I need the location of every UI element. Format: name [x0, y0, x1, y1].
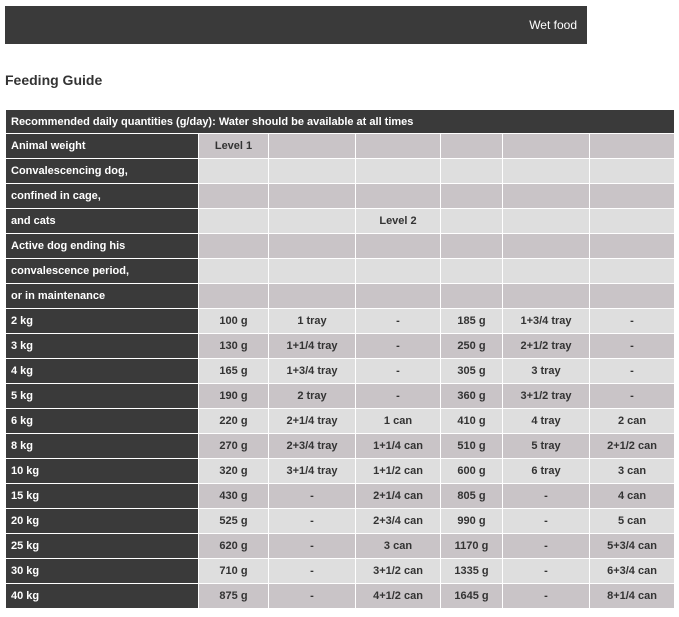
table-cell: 190 g — [199, 384, 269, 409]
top-nav-bar — [5, 6, 587, 44]
table-cell: - — [269, 509, 356, 534]
table-cell — [441, 259, 503, 284]
table-row — [6, 409, 675, 434]
row-label: Convalescencing dog, — [6, 159, 199, 184]
table-cell — [356, 234, 441, 259]
table-cell: 805 g — [441, 484, 503, 509]
row-label: 3 kg — [6, 334, 199, 359]
table-cell — [199, 284, 269, 309]
table-cell: 220 g — [199, 409, 269, 434]
table-cell: 510 g — [441, 434, 503, 459]
table-cell — [590, 209, 675, 234]
row-label: and cats — [6, 209, 199, 234]
table-cell: - — [503, 509, 590, 534]
table-cell: - — [269, 484, 356, 509]
table-cell — [199, 184, 269, 209]
table-cell — [590, 184, 675, 209]
row-label: 10 kg — [6, 459, 199, 484]
row-label: 2 kg — [6, 309, 199, 334]
table-cell: 1+1/4 tray — [269, 334, 356, 359]
table-cell — [503, 259, 590, 284]
table-cell: 3+1/4 tray — [269, 459, 356, 484]
table-cell: 2+1/4 tray — [269, 409, 356, 434]
table-cell: 1335 g — [441, 559, 503, 584]
table-cell — [356, 184, 441, 209]
table-row — [6, 559, 675, 584]
table-cell: 1+1/2 can — [356, 459, 441, 484]
table-cell: 430 g — [199, 484, 269, 509]
table-cell: - — [590, 384, 675, 409]
table-cell — [441, 159, 503, 184]
table-cell: 1170 g — [441, 534, 503, 559]
table-cell — [590, 284, 675, 309]
table-cell: - — [356, 309, 441, 334]
table-cell: 600 g — [441, 459, 503, 484]
table-cell — [441, 134, 503, 159]
table-cell — [590, 134, 675, 159]
table-row — [6, 184, 675, 209]
table-cell: 4+1/2 can — [356, 584, 441, 609]
table-cell — [590, 259, 675, 284]
table-cell: 2 can — [590, 409, 675, 434]
table-row — [6, 534, 675, 559]
table-cell — [356, 259, 441, 284]
table-cell: 710 g — [199, 559, 269, 584]
table-cell — [269, 184, 356, 209]
table-cell: - — [269, 584, 356, 609]
table-cell: 3+1/2 tray — [503, 384, 590, 409]
table-cell — [199, 234, 269, 259]
table-row — [6, 384, 675, 409]
row-label: 25 kg — [6, 534, 199, 559]
table-row — [6, 209, 675, 234]
table-cell: 1 can — [356, 409, 441, 434]
row-label: 6 kg — [6, 409, 199, 434]
table-cell: 3 can — [590, 459, 675, 484]
table-cell: 2 tray — [269, 384, 356, 409]
table-row — [6, 509, 675, 534]
table-cell: 410 g — [441, 409, 503, 434]
table-cell: - — [590, 359, 675, 384]
table-cell: 875 g — [199, 584, 269, 609]
table-cell: 5 can — [590, 509, 675, 534]
table-cell: - — [590, 309, 675, 334]
row-label: 20 kg — [6, 509, 199, 534]
table-row — [6, 159, 675, 184]
row-label: confined in cage, — [6, 184, 199, 209]
table-row — [6, 134, 675, 159]
table-cell — [441, 284, 503, 309]
table-cell — [269, 134, 356, 159]
table-cell — [503, 234, 590, 259]
table-cell: 2+3/4 tray — [269, 434, 356, 459]
table-cell: 1+1/4 can — [356, 434, 441, 459]
tab-wet-food[interactable]: Wet food — [529, 18, 577, 32]
table-cell: 620 g — [199, 534, 269, 559]
table-cell: 360 g — [441, 384, 503, 409]
table-cell — [356, 284, 441, 309]
row-label: 40 kg — [6, 584, 199, 609]
table-cell: 1645 g — [441, 584, 503, 609]
table-cell: - — [503, 534, 590, 559]
table-caption: Recommended daily quantities (g/day): Water should be available at all times — [6, 110, 675, 134]
table-cell: 2+1/2 tray — [503, 334, 590, 359]
table-cell: - — [503, 559, 590, 584]
row-label: 15 kg — [6, 484, 199, 509]
table-cell: 6+3/4 can — [590, 559, 675, 584]
table-cell — [590, 159, 675, 184]
table-cell: 2+1/2 can — [590, 434, 675, 459]
table-cell: - — [356, 359, 441, 384]
table-cell: 6 tray — [503, 459, 590, 484]
table-cell — [356, 134, 441, 159]
table-row — [6, 434, 675, 459]
table-cell: 1+3/4 tray — [503, 309, 590, 334]
row-label: 4 kg — [6, 359, 199, 384]
row-label: Active dog ending his — [6, 234, 199, 259]
table-cell — [356, 159, 441, 184]
table-cell: 3 can — [356, 534, 441, 559]
table-cell — [503, 184, 590, 209]
table-row — [6, 234, 675, 259]
table-cell: 4 can — [590, 484, 675, 509]
table-cell: 100 g — [199, 309, 269, 334]
table-cell: 8+1/4 can — [590, 584, 675, 609]
row-label: 8 kg — [6, 434, 199, 459]
table-cell: 1 tray — [269, 309, 356, 334]
table-cell: 305 g — [441, 359, 503, 384]
table-cell: 3 tray — [503, 359, 590, 384]
table-cell: - — [269, 559, 356, 584]
table-cell — [269, 234, 356, 259]
table-cell: - — [356, 384, 441, 409]
table-row — [6, 259, 675, 284]
table-cell — [199, 159, 269, 184]
table-cell: - — [503, 584, 590, 609]
row-label: or in maintenance — [6, 284, 199, 309]
table-cell: - — [590, 334, 675, 359]
table-cell — [503, 134, 590, 159]
table-cell — [199, 209, 269, 234]
table-cell — [199, 259, 269, 284]
table-cell — [503, 209, 590, 234]
table-cell — [441, 209, 503, 234]
table-cell: - — [269, 534, 356, 559]
table-cell: 250 g — [441, 334, 503, 359]
table-cell: 2+1/4 can — [356, 484, 441, 509]
table-cell — [269, 159, 356, 184]
table-cell: 4 tray — [503, 409, 590, 434]
row-label: 5 kg — [6, 384, 199, 409]
table-cell: - — [503, 484, 590, 509]
table-cell: Level 1 — [199, 134, 269, 159]
table-cell — [269, 259, 356, 284]
table-cell — [269, 284, 356, 309]
table-cell — [503, 284, 590, 309]
table-row — [6, 484, 675, 509]
table-cell — [590, 234, 675, 259]
table-cell: Level 2 — [356, 209, 441, 234]
table-cell — [441, 184, 503, 209]
table-cell: 5 tray — [503, 434, 590, 459]
table-cell — [269, 209, 356, 234]
feeding-guide-table — [5, 109, 675, 609]
table-cell: 270 g — [199, 434, 269, 459]
table-cell: 990 g — [441, 509, 503, 534]
table-cell: 165 g — [199, 359, 269, 384]
table-cell: 320 g — [199, 459, 269, 484]
table-row — [6, 284, 675, 309]
table-row — [6, 309, 675, 334]
table-cell: 130 g — [199, 334, 269, 359]
table-cell: - — [356, 334, 441, 359]
table-cell: 1+3/4 tray — [269, 359, 356, 384]
table-row — [6, 359, 675, 384]
table-cell — [441, 234, 503, 259]
table-cell — [503, 159, 590, 184]
table-row — [6, 334, 675, 359]
table-cell: 185 g — [441, 309, 503, 334]
page-title: Feeding Guide — [5, 72, 103, 88]
row-label: 30 kg — [6, 559, 199, 584]
table-row — [6, 459, 675, 484]
table-cell: 525 g — [199, 509, 269, 534]
table-cell: 2+3/4 can — [356, 509, 441, 534]
table-cell: 3+1/2 can — [356, 559, 441, 584]
table-cell: 5+3/4 can — [590, 534, 675, 559]
row-label: convalescence period, — [6, 259, 199, 284]
row-label: Animal weight — [6, 134, 199, 159]
table-row — [6, 584, 675, 609]
